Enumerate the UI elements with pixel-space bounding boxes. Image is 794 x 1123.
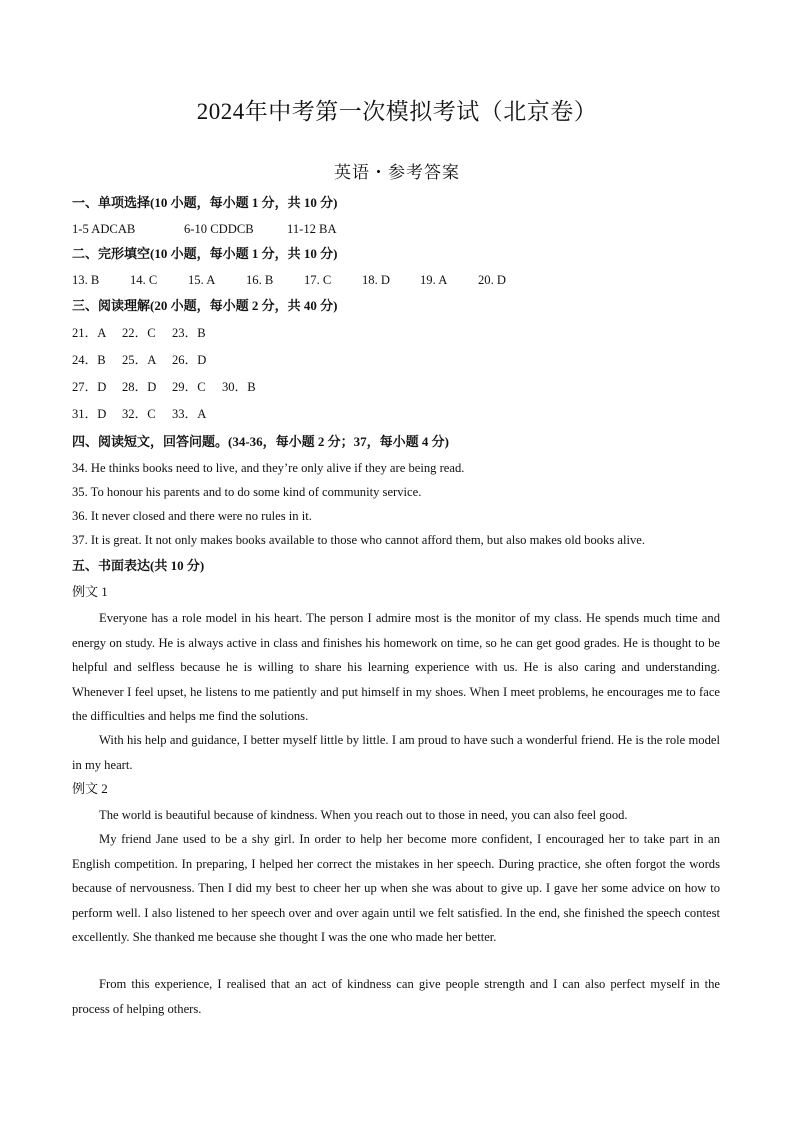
short-answer-36: 36. It never closed and there were no rules in it. [72,509,312,523]
page-title: 2024年中考第一次模拟考试（北京卷） [196,99,598,124]
answer-item: 16. B [246,273,274,287]
essay-2-paragraph: The world is beautiful because of kindness. When you reach out to those in need, you can also feel good. [99,808,628,822]
answer-item: 25．A [122,353,157,367]
answer-item: 18. D [362,273,390,287]
answer-item: 32．C [122,407,156,421]
answer-item: 28．D [122,380,157,394]
reading-answers-row [72,325,206,341]
reading-answers-row [72,406,206,422]
essay-1-paragraph: With his help and guidance, I better myself little by little. I am proud to have such a wonderful friend. He is the role model in my heart. [72,733,720,772]
answer-item: 31．D [72,407,107,421]
essay-2-paragraph: From this experience, I realised that an act of kindness can give people strength and I can also perfect myself in the process of helping others. [72,977,720,1016]
answer-item: 17. C [304,273,332,287]
section-heading-cloze: 二、完形填空(10 小题，每小题 1 分，共 10 分) [72,246,338,261]
answer-item: 26．D [172,353,207,367]
answer-item: 20. D [478,273,506,287]
essay-2-label: 例文 2 [72,781,108,796]
answer-item: 24．B [72,353,106,367]
essay-1-paragraph: Everyone has a role model in his heart. The person I admire most is the monitor of my class. He spends much time and energy on study. He is always active in class and finishes his homework on time, so he can get good grades. He is thought to be helpful and selfless because he is willing to share his learning experience with us. He is also caring and understanding. Whenever I feel upset, he listens to me patiently and put himself in my shoes. When I meet problems, he encourages me to face the difficulties and helps me find the solutions. [72,611,720,723]
page-subtitle: 英语・参考答案 [334,163,460,182]
answer-item: 30．B [222,380,256,394]
answer-group: 11-12 BA [287,222,337,236]
answer-item: 19. A [420,273,448,287]
short-answer-37: 37. It is great. It not only makes books available to those who cannot afford them, but also makes old books alive. [72,533,646,547]
answer-item: 29．C [172,380,206,394]
section-heading-reading: 三、阅读理解(20 小题，每小题 2 分，共 40 分) [72,298,338,313]
answer-item: 15. A [188,273,216,287]
answer-item: 13. B [72,273,100,287]
answer-item: 27．D [72,380,107,394]
cloze-answers [72,272,506,288]
essay-1-label: 例文 1 [72,584,108,599]
reading-answers-row [72,352,206,368]
answer-item: 22．C [122,326,156,340]
answer-group: 1-5 ADCAB [72,222,136,236]
essay-2-paragraph: My friend Jane used to be a shy girl. In order to help her become more confident, I encouraged her to take part in an English competition. In preparing, I helped her correct the mistakes in her speech. During practice, she often forgot the words because of nervousness. Then I did my best to cheer her up when she was about to give up. I gave her some advice on how to perform well. I also listened to her speech over and over again until we felt satisfied. In the end, she finished the speech contest excellently. She thanked me because she thought I was the one who made her better. [72,832,720,944]
section-heading-short-answer: 四、阅读短文，回答问题。(34-36，每小题 2 分；37，每小题 4 分) [72,434,449,449]
answer-group: 6-10 CDDCB [184,222,254,236]
answer-item: 33．A [172,407,207,421]
answer-item: 21．A [72,326,107,340]
section-heading-writing: 五、书面表达(共 10 分) [72,558,205,573]
answer-item: 23．B [172,326,206,340]
answer-item: 14. C [130,273,158,287]
short-answer-35: 35. To honour his parents and to do some kind of community service. [72,485,422,499]
single-choice-answers [72,221,337,237]
short-answer-34: 34. He thinks books need to live, and they’re only alive if they are being read. [72,461,465,475]
section-heading-single-choice: 一、单项选择(10 小题，每小题 1 分，共 10 分) [72,195,338,210]
reading-answers-row [72,379,256,395]
